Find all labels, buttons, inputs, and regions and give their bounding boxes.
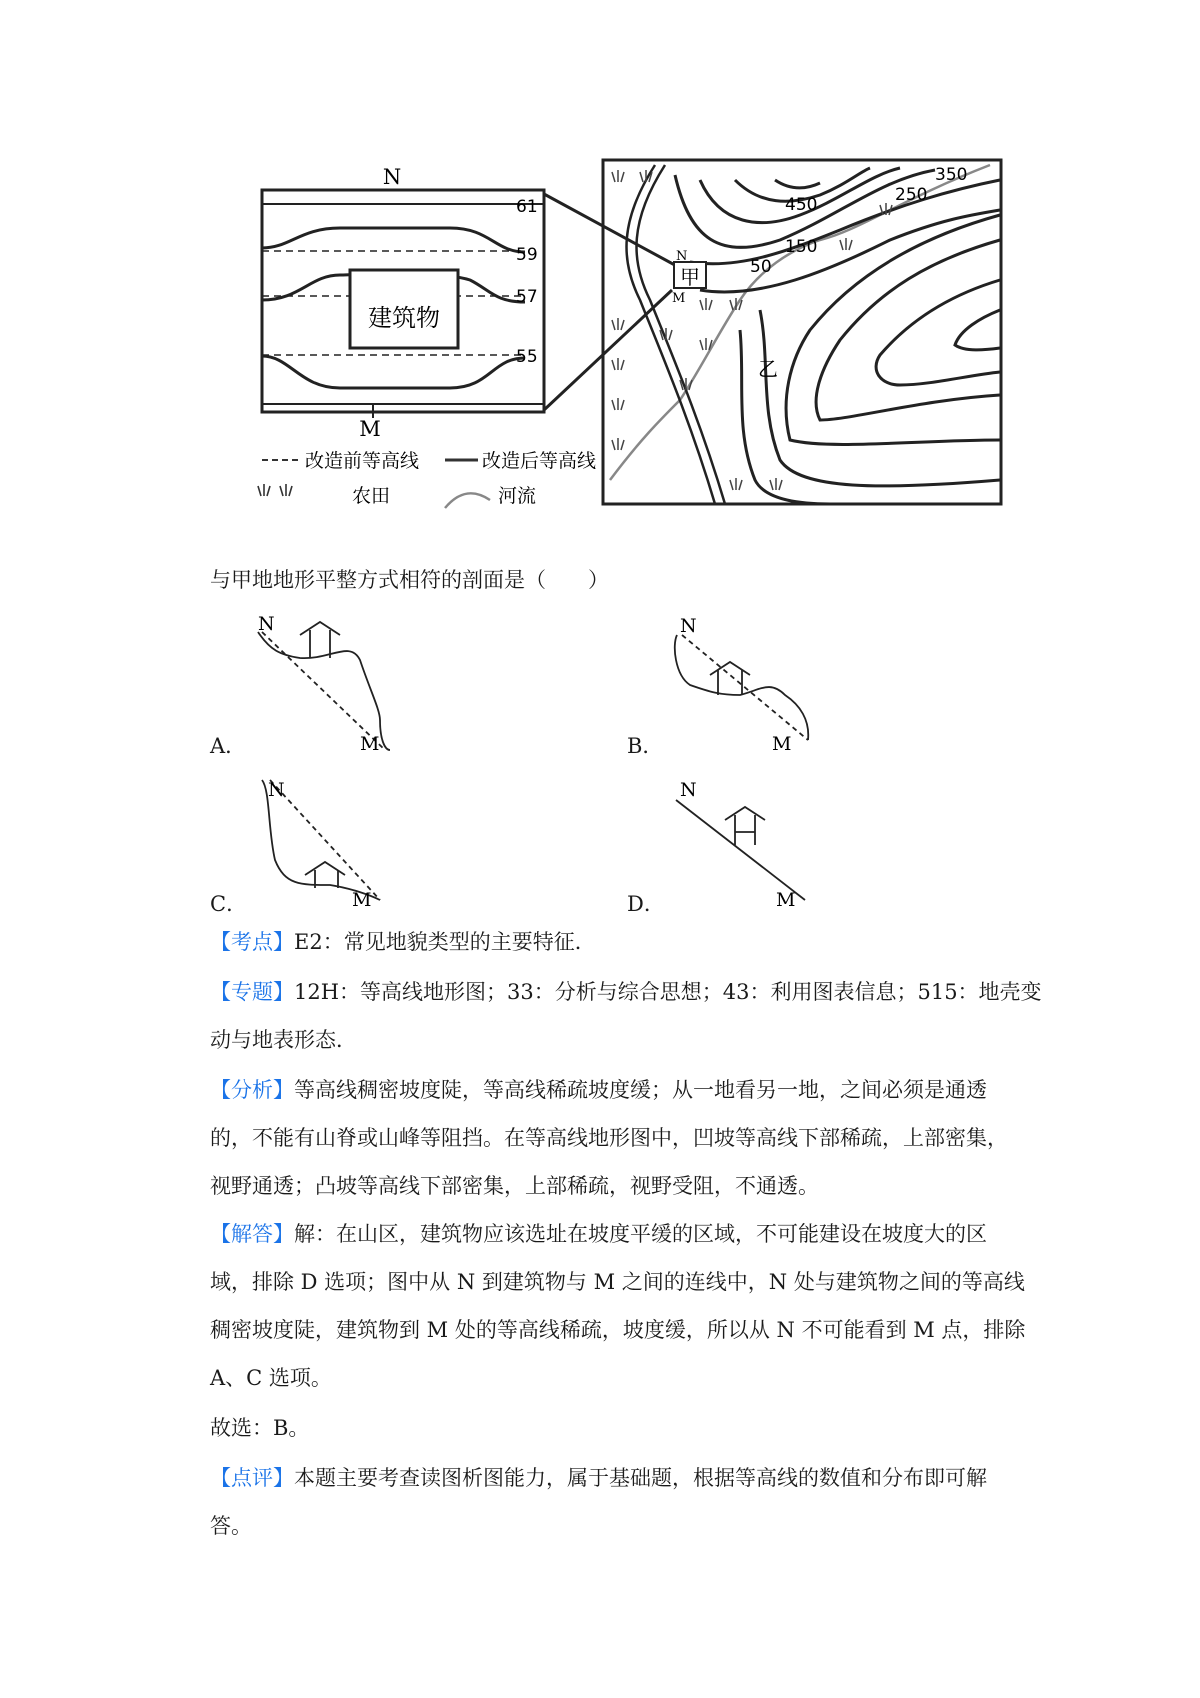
option-b-letter[interactable]: B． [627, 734, 664, 758]
contour-figure [0, 0, 1200, 560]
fenxi-line1: 等高线稠密坡度陡，等高线稀疏坡度缓；从一地看另一地，之间必须是通透 [294, 1078, 987, 1102]
legend-before: 改造前等高线 [305, 450, 420, 472]
option-a-letter[interactable]: A． [210, 734, 247, 758]
contour-57: 57 [516, 287, 538, 307]
fenxi-tag: 【分析】 [210, 1078, 294, 1102]
option-d-n: N [680, 779, 697, 801]
kaodian-text: E2：常见地貌类型的主要特征． [294, 930, 596, 954]
dianping [210, 1458, 987, 1498]
contour-59: 59 [516, 245, 538, 265]
left-map [262, 190, 684, 418]
option-b-n: N [680, 615, 697, 637]
place-jia: 甲 [680, 265, 700, 289]
jieda-line4: A、C 选项。 [210, 1366, 332, 1390]
option-a-profile [258, 622, 390, 750]
option-d-profile [676, 800, 805, 900]
jieda-line1: 解：在山区，建筑物应该选址在坡度平缓的区域，不可能建设在坡度大的区 [294, 1222, 987, 1246]
legend-farmland: 农田 [352, 485, 391, 507]
legend-river: 河流 [498, 485, 537, 507]
option-d-letter[interactable]: D． [627, 892, 665, 916]
zhuanti [210, 972, 1042, 1012]
question-text: 与甲地地形平整方式相符的剖面是（ ） [210, 568, 609, 592]
option-d-m: M [776, 889, 796, 911]
dianping-line1: 本题主要考查读图析图能力，属于基础题，根据等高线的数值和分布即可解 [294, 1466, 987, 1490]
contour-150: 150 [785, 237, 818, 257]
contour-450: 450 [785, 195, 818, 215]
zhuanti-line2: 动与地表形态． [210, 1028, 357, 1052]
guxuan: 故选：B。 [210, 1416, 310, 1440]
left-map-south: M [359, 417, 381, 441]
fenxi-line2: 的，不能有山脊或山峰等阻挡。在等高线地形图中，凹坡等高线下部稀疏，上部密集， [210, 1126, 1008, 1150]
jieda-line2: 域，排除 D 选项；图中从 N 到建筑物与 M 之间的连线中，N 处与建筑物之间的等高线 [210, 1270, 1025, 1294]
contour-250: 250 [895, 185, 928, 205]
kaodian-tag: 【考点】 [210, 930, 294, 954]
left-map-north: N [382, 165, 402, 189]
contour-50: 50 [750, 257, 772, 277]
building-label: 建筑物 [368, 304, 440, 332]
kaodian [210, 922, 596, 962]
option-c-letter[interactable]: C． [210, 892, 248, 916]
legend-after: 改造后等高线 [482, 450, 597, 472]
option-b-profile [675, 635, 808, 740]
fenxi-line3: 视野通透；凸坡等高线下部密集，上部稀疏，视野受阻，不通透。 [210, 1174, 819, 1198]
option-b-m: M [772, 733, 792, 755]
jieda [210, 1214, 987, 1254]
contour-61: 61 [516, 197, 538, 217]
option-a-m: M [360, 733, 380, 755]
zhuanti-tag: 【专题】 [210, 980, 294, 1004]
zhuanti-line1: 12H：等高线地形图；33：分析与综合思想；43：利用图表信息；515：地壳变 [294, 980, 1042, 1004]
dianping-line2: 答。 [210, 1514, 252, 1538]
place-yi: 乙 [758, 357, 778, 381]
option-c-n: N [268, 779, 285, 801]
contour-350: 350 [935, 165, 968, 185]
options-figure [0, 600, 1200, 960]
jieda-line3: 稠密坡度陡，建筑物到 M 处的等高线稀疏，坡度缓，所以从 N 不可能看到 M 点，排除 [210, 1318, 1026, 1342]
option-a-n: N [258, 613, 275, 635]
dianping-tag: 【点评】 [210, 1466, 294, 1490]
jieda-tag: 【解答】 [210, 1222, 294, 1246]
right-map-n: N [676, 249, 688, 264]
fenxi [210, 1070, 987, 1110]
contour-55: 55 [516, 347, 538, 367]
right-map-m: M [672, 291, 686, 306]
option-c-m: M [352, 889, 372, 911]
